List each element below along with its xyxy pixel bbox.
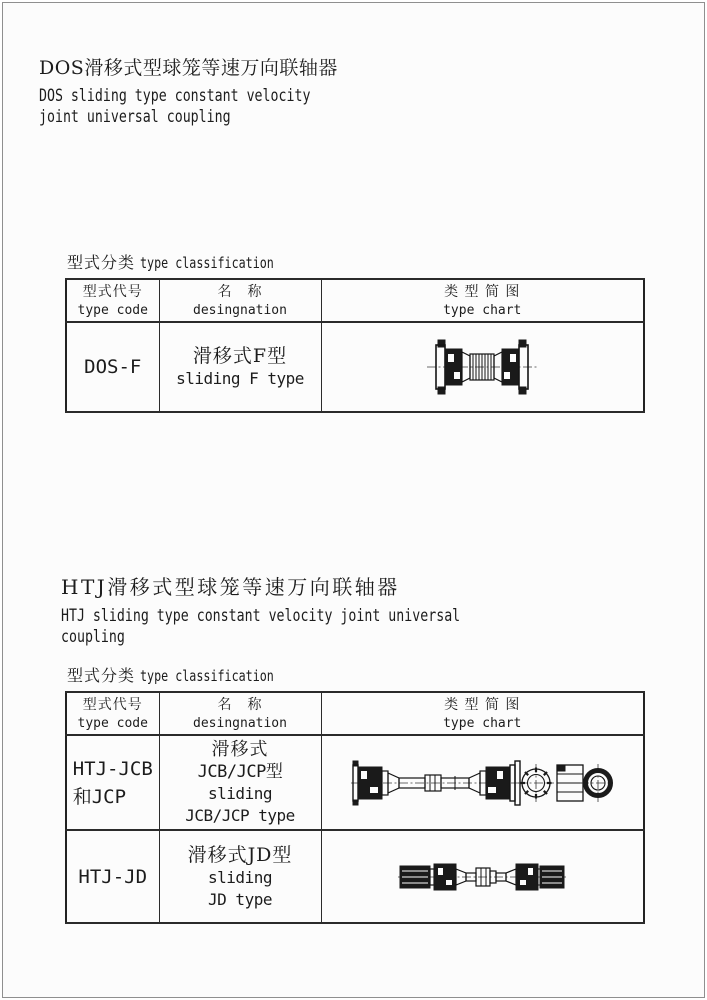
htj-title-en-line1: HTJ sliding type constant velocity joint universal bbox=[61, 606, 461, 626]
designation-zh: 滑移式F型 bbox=[192, 345, 288, 367]
type-code-cell bbox=[66, 322, 159, 412]
dos-title-en-line2: joint universal coupling bbox=[39, 107, 231, 127]
header-type-chart bbox=[321, 279, 644, 322]
caption-en: type classification bbox=[140, 667, 274, 685]
designation-mixed-line2: JCB/JCP型 bbox=[197, 761, 283, 782]
dos-title-en-line1: DOS sliding type constant velocity bbox=[39, 86, 311, 106]
table-row bbox=[66, 322, 644, 412]
htj-title-zh: HTJ滑移式型球笼等速万向联轴器 bbox=[61, 575, 400, 599]
caption-zh: 型式分类 bbox=[67, 666, 136, 685]
type-chart-cell bbox=[321, 735, 644, 830]
designation-cell bbox=[159, 735, 321, 830]
dos-section-heading bbox=[39, 53, 387, 127]
header-type-chart bbox=[321, 692, 644, 735]
designation-zh-line1: 滑移式JD型 bbox=[187, 843, 293, 866]
caption-zh: 型式分类 bbox=[67, 253, 136, 272]
htj-classification-table bbox=[65, 691, 645, 924]
htj-jcb-jcp-coupling-drawing-icon bbox=[351, 756, 613, 810]
type-code-value: DOS-F bbox=[84, 356, 142, 378]
header-type-code-zh: 型式代号 bbox=[82, 696, 143, 713]
table-row bbox=[66, 830, 644, 923]
designation-cell bbox=[159, 322, 321, 412]
htj-jd-coupling-drawing-icon bbox=[398, 858, 566, 896]
header-type-chart-zh: 类 型 简 图 bbox=[444, 283, 521, 300]
dos-classification-table bbox=[65, 278, 645, 413]
type-code-cell bbox=[66, 735, 159, 830]
header-type-code-en: type code bbox=[77, 715, 148, 731]
header-designation-en: desingnation bbox=[193, 715, 287, 731]
header-type-code bbox=[66, 692, 159, 735]
header-type-code-zh: 型式代号 bbox=[82, 283, 143, 300]
designation-en-line4: JCB/JCP type bbox=[185, 805, 295, 825]
designation-en-line2: sliding bbox=[208, 867, 272, 887]
htj-classification-caption bbox=[67, 663, 312, 686]
header-designation-zh: 名 称 bbox=[217, 696, 263, 713]
dos-f-coupling-drawing-icon bbox=[427, 337, 537, 397]
table-header-row bbox=[66, 692, 644, 735]
table-header-row bbox=[66, 279, 644, 322]
header-designation-zh: 名 称 bbox=[217, 283, 263, 300]
header-type-code bbox=[66, 279, 159, 322]
designation-zh-line1: 滑移式 bbox=[211, 738, 269, 760]
designation-en: sliding F type bbox=[176, 369, 304, 388]
catalog-page bbox=[2, 2, 705, 998]
dos-title-zh: DOS滑移式型球笼等速万向联轴器 bbox=[39, 57, 338, 79]
type-code-value-line2: 和JCP bbox=[72, 785, 127, 808]
header-type-chart-zh: 类 型 简 图 bbox=[444, 696, 521, 713]
type-code-value: HTJ-JD bbox=[78, 865, 148, 888]
header-type-chart-en: type chart bbox=[443, 302, 522, 318]
type-code-cell bbox=[66, 830, 159, 923]
htj-section-heading bbox=[61, 571, 573, 647]
type-chart-cell bbox=[321, 830, 644, 923]
header-type-code-en: type code bbox=[77, 302, 148, 318]
type-chart-cell bbox=[321, 322, 644, 412]
header-designation-en: desingnation bbox=[193, 302, 287, 318]
designation-cell bbox=[159, 830, 321, 923]
table-row bbox=[66, 735, 644, 830]
header-type-chart-en: type chart bbox=[443, 715, 522, 731]
dos-classification-caption bbox=[67, 250, 312, 273]
designation-en-line3: JD type bbox=[208, 889, 272, 909]
header-designation bbox=[159, 692, 321, 735]
type-code-value-line1: HTJ-JCB bbox=[72, 757, 153, 780]
caption-en: type classification bbox=[140, 254, 274, 272]
header-designation bbox=[159, 279, 321, 322]
designation-en-line3: sliding bbox=[208, 783, 272, 803]
htj-title-en-line2: coupling bbox=[61, 627, 125, 647]
